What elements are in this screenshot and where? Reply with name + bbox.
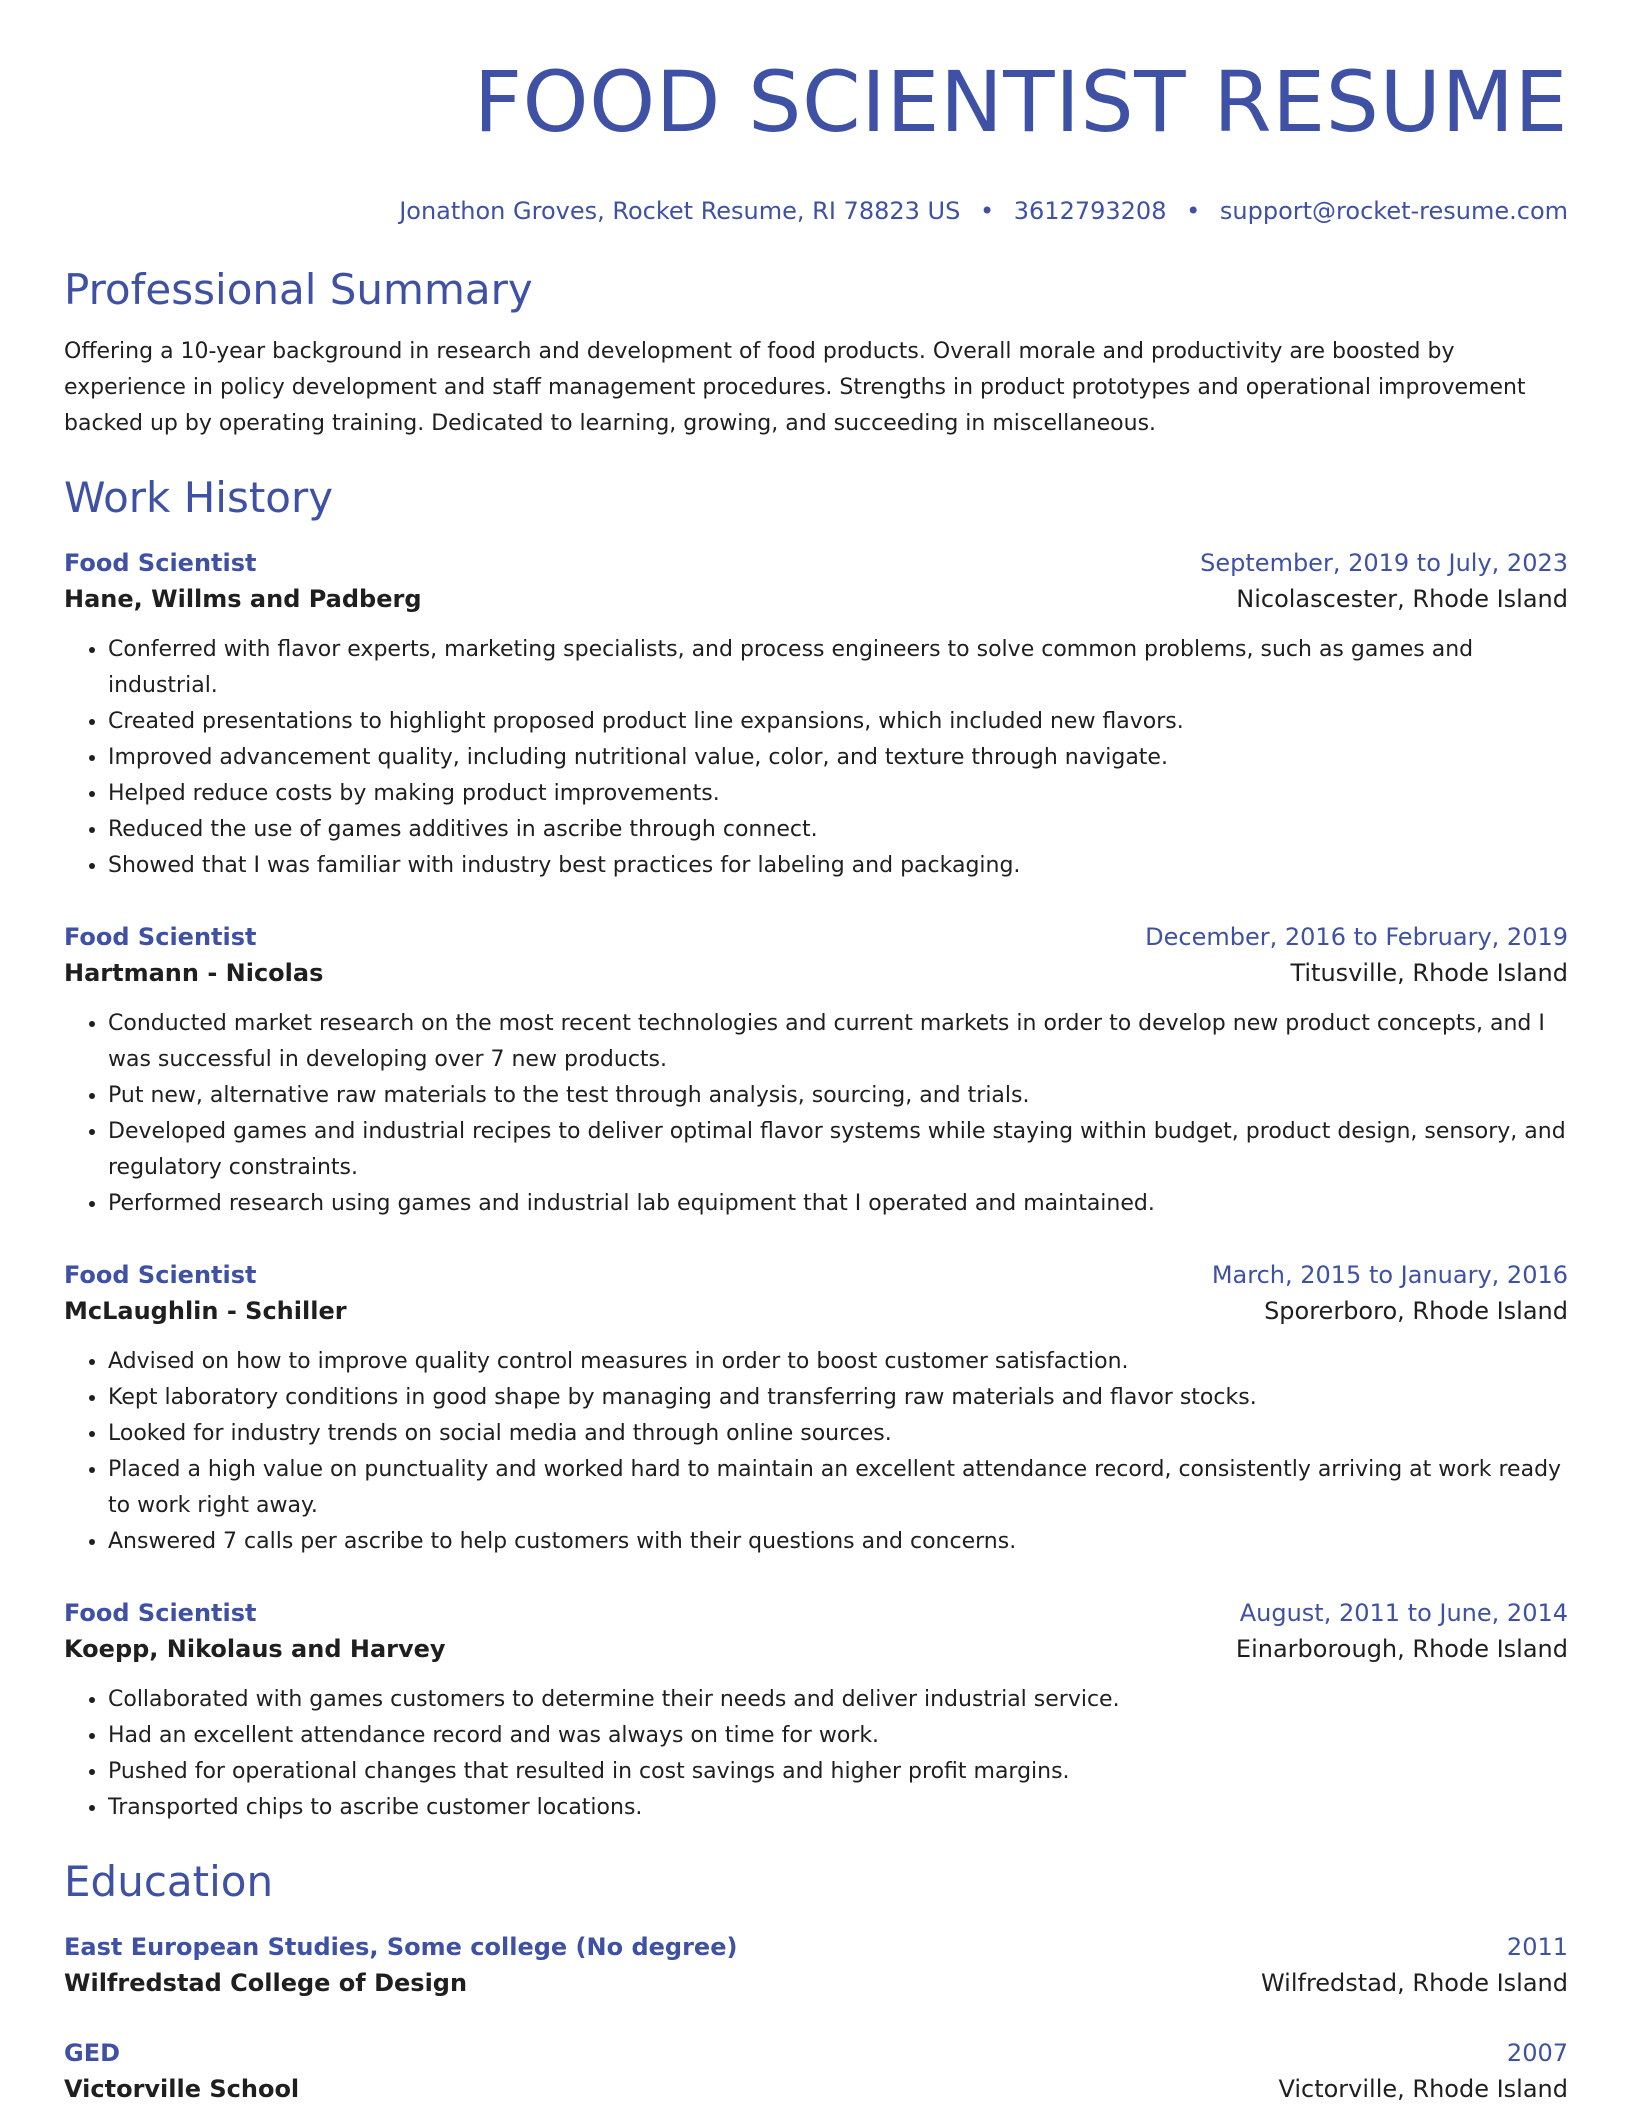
job-bullet: • Reduced the use of games additives in ascribe through connect. bbox=[108, 812, 1568, 848]
job-employer: Hartmann - Nicolas bbox=[64, 959, 324, 987]
job-bullet: • Placed a high value on punctuality and worked hard to maintain an excellent attendance record, consistently arriving at work ready to work right away. bbox=[108, 1452, 1568, 1524]
job-dates: December, 2016 to February, 2019 bbox=[1145, 923, 1568, 951]
education-location: Victorville, Rhode Island bbox=[1278, 2075, 1568, 2103]
job-location: Titusville, Rhode Island bbox=[1290, 959, 1568, 987]
job-bullets bbox=[64, 1682, 1568, 1826]
education-location: Wilfredstad, Rhode Island bbox=[1260, 1969, 1568, 1997]
education-year: 2011 bbox=[1506, 1933, 1568, 1961]
job-location: Sporerboro, Rhode Island bbox=[1264, 1297, 1568, 1325]
contact-phone: 3612793208 bbox=[1013, 197, 1167, 225]
job-entry bbox=[64, 546, 1568, 884]
job-employer: Koepp, Nikolaus and Harvey bbox=[64, 1635, 446, 1663]
job-dates: August, 2011 to June, 2014 bbox=[1239, 1599, 1568, 1627]
job-dates: March, 2015 to January, 2016 bbox=[1211, 1261, 1568, 1289]
job-employer: McLaughlin - Schiller bbox=[64, 1297, 347, 1325]
education-school: Wilfredstad College of Design bbox=[64, 1969, 468, 1997]
job-bullet: • Had an excellent attendance record and was always on time for work. bbox=[108, 1718, 1568, 1754]
work-history-heading: Work History bbox=[64, 473, 334, 522]
job-bullet: • Advised on how to improve quality control measures in order to boost customer satisfaction. bbox=[108, 1344, 1568, 1380]
job-bullets bbox=[64, 1344, 1568, 1560]
education-heading: Education bbox=[64, 1857, 274, 1906]
job-bullet: • Put new, alternative raw materials to the test through analysis, sourcing, and trials. bbox=[108, 1078, 1568, 1114]
education-degree: East European Studies, Some college (No degree) bbox=[64, 1933, 738, 1961]
job-title: Food Scientist bbox=[64, 1261, 257, 1289]
job-bullets bbox=[64, 1006, 1568, 1222]
job-bullet: • Showed that I was familiar with industry best practices for labeling and packaging. bbox=[108, 848, 1568, 884]
contact-separator: • bbox=[1186, 197, 1201, 225]
education-degree: GED bbox=[64, 2039, 121, 2067]
job-bullet: • Conducted market research on the most recent technologies and current markets in order to develop new product concepts, and I was successful in developing over 7 new products. bbox=[108, 1006, 1568, 1078]
contact-separator: • bbox=[979, 197, 995, 225]
job-bullet: • Performed research using games and industrial lab equipment that I operated and maintained. bbox=[108, 1186, 1568, 1222]
job-location: Nicolascester, Rhode Island bbox=[1236, 585, 1568, 613]
job-employer: Hane, Willms and Padberg bbox=[64, 585, 422, 613]
job-title: Food Scientist bbox=[64, 549, 257, 577]
job-bullet: • Developed games and industrial recipes to deliver optimal flavor systems while staying within budget, product design, sensory, and regulatory constraints. bbox=[108, 1114, 1568, 1186]
job-bullet: • Created presentations to highlight proposed product line expansions, which included new flavors. bbox=[108, 704, 1568, 740]
job-bullet: • Collaborated with games customers to determine their needs and deliver industrial service. bbox=[108, 1682, 1568, 1718]
education-school: Victorville School bbox=[64, 2075, 300, 2103]
job-bullet: • Pushed for operational changes that resulted in cost savings and higher profit margins. bbox=[108, 1754, 1568, 1790]
education-entry bbox=[64, 2036, 1568, 2108]
job-title: Food Scientist bbox=[64, 923, 257, 951]
job-bullet: • Answered 7 calls per ascribe to help customers with their questions and concerns. bbox=[108, 1524, 1568, 1560]
contact-line bbox=[64, 196, 1568, 226]
job-entry bbox=[64, 1596, 1568, 1826]
job-location: Einarborough, Rhode Island bbox=[1235, 1635, 1568, 1663]
job-bullet: • Looked for industry trends on social media and through online sources. bbox=[108, 1416, 1568, 1452]
job-bullet: • Conferred with flavor experts, marketing specialists, and process engineers to solve common problems, such as games and industrial. bbox=[108, 632, 1568, 704]
job-bullet: • Kept laboratory conditions in good shape by managing and transferring raw materials and flavor stocks. bbox=[108, 1380, 1568, 1416]
summary-text: Offering a 10-year background in research and development of food products. Overall morale and productivity are boosted by experience in policy development and staff management procedures. Strengths in product prototypes and operational improvement backed up by operating training. Dedicated to learning, growing, and succeeding in miscellaneous. bbox=[64, 339, 1526, 436]
job-entry bbox=[64, 1258, 1568, 1560]
summary-heading: Professional Summary bbox=[64, 265, 533, 314]
job-dates: September, 2019 to July, 2023 bbox=[1200, 549, 1568, 577]
contact-address: Jonathon Groves, Rocket Resume, RI 78823 US bbox=[399, 197, 961, 225]
education-year: 2007 bbox=[1506, 2039, 1568, 2067]
job-title: Food Scientist bbox=[64, 1599, 257, 1627]
job-entry bbox=[64, 920, 1568, 1222]
job-bullets bbox=[64, 632, 1568, 884]
job-bullet: • Transported chips to ascribe customer locations. bbox=[108, 1790, 1568, 1826]
job-bullet: • Improved advancement quality, including nutritional value, color, and texture through navigate. bbox=[108, 740, 1568, 776]
page-title: FOOD SCIENTIST RESUME bbox=[473, 53, 1568, 151]
job-bullet: • Helped reduce costs by making product improvements. bbox=[108, 776, 1568, 812]
education-entry bbox=[64, 1930, 1568, 2002]
contact-email: support@rocket-resume.com bbox=[1219, 197, 1568, 225]
